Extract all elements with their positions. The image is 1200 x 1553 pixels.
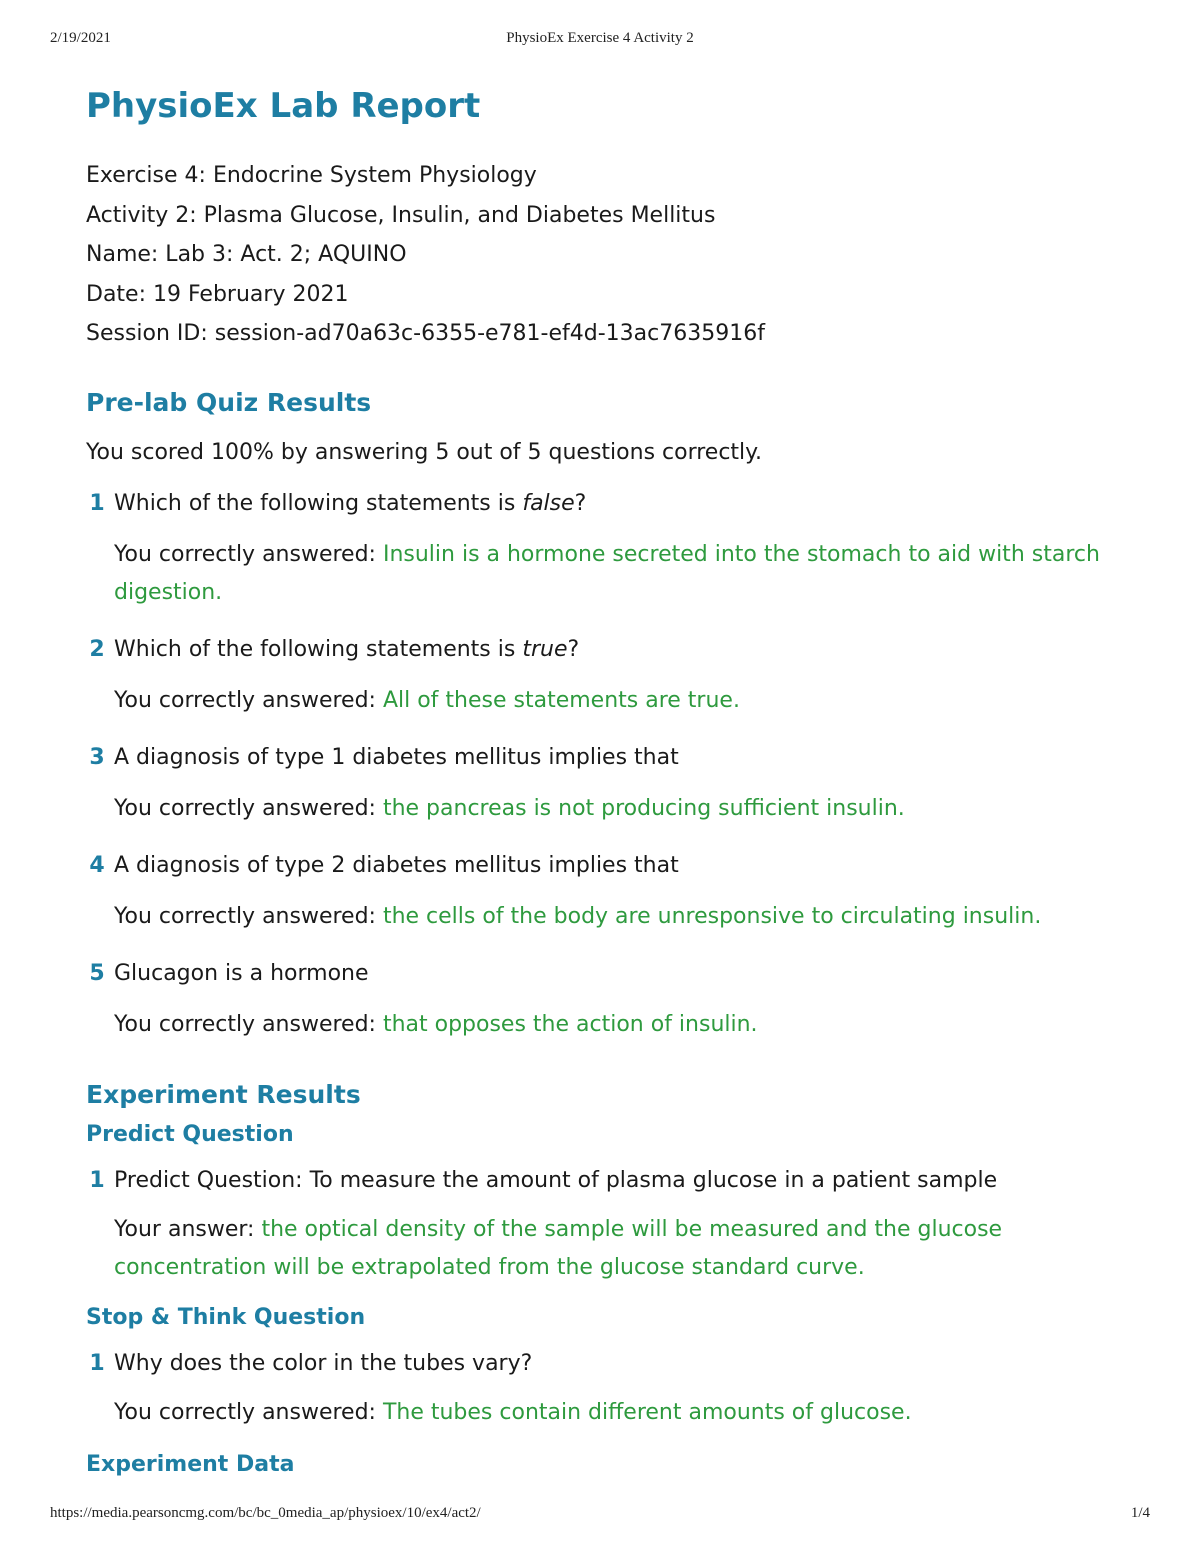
date-line: Date: 19 February 2021 bbox=[86, 281, 349, 307]
print-page-number: 1/4 bbox=[1130, 1505, 1150, 1521]
answer-value: The tubes contain different amounts of glucose. bbox=[382, 1399, 912, 1425]
answer-label: You correctly answered: bbox=[114, 1011, 383, 1037]
exercise-line: Exercise 4: Endocrine System Physiology bbox=[86, 163, 537, 188]
answer-value: the cells of the body are unresponsive to circulating insulin. bbox=[382, 903, 1042, 929]
answer-label: You correctly answered: bbox=[114, 541, 383, 567]
question-text-end: ? bbox=[574, 490, 587, 516]
session-line: Session ID: session-ad70a63c-6355-e781-ef4d-13ac7635916f bbox=[86, 321, 765, 346]
question-text: Which of the following statements is bbox=[114, 636, 523, 662]
prelab-heading: Pre-lab Quiz Results bbox=[86, 387, 372, 417]
quiz-question-item bbox=[86, 632, 1136, 720]
quiz-question-text bbox=[114, 848, 1136, 884]
answer-label: You correctly answered: bbox=[114, 687, 383, 713]
report-title: PhysioEx Lab Report bbox=[86, 86, 481, 126]
quiz-question-item bbox=[86, 486, 1136, 612]
print-footer bbox=[0, 1505, 1200, 1525]
question-text: Which of the following statements is bbox=[114, 490, 523, 516]
name-line: Name: Lab 3: Act. 2; AQUINO bbox=[86, 242, 407, 267]
question-text-end: ? bbox=[567, 636, 580, 662]
experiment-data-heading: Experiment Data bbox=[86, 1451, 295, 1477]
quiz-score: You scored 100% by answering 5 out of 5 questions correctly. bbox=[86, 439, 763, 465]
stop-think-question-text: Why does the color in the tubes vary? bbox=[114, 1350, 533, 1376]
answer-value: that opposes the action of insulin. bbox=[382, 1011, 758, 1037]
quiz-question-text bbox=[114, 486, 1136, 522]
quiz-answer bbox=[114, 1006, 1136, 1044]
answer-label: You correctly answered: bbox=[114, 1399, 383, 1425]
print-url: https://media.pearsoncmg.com/bc/bc_0media_ap/physioex/10/ex4/act2/ bbox=[50, 1505, 481, 1521]
question-number: 5 bbox=[89, 960, 105, 986]
question-number: 3 bbox=[89, 744, 105, 770]
question-text: Glucagon is a hormone bbox=[114, 960, 369, 986]
quiz-question-text bbox=[114, 740, 1136, 776]
question-number: 4 bbox=[89, 852, 105, 878]
activity-line: Activity 2: Plasma Glucose, Insulin, and Diabetes Mellitus bbox=[86, 202, 716, 228]
answer-value: All of these statements are true. bbox=[382, 687, 740, 713]
quiz-answer bbox=[114, 682, 1136, 720]
predict-question-text: Predict Question: To measure the amount of plasma glucose in a patient sample bbox=[114, 1167, 998, 1193]
question-emphasis: false bbox=[522, 490, 575, 516]
answer-value: the pancreas is not producing sufficient insulin. bbox=[382, 795, 905, 821]
prelab-question-list bbox=[86, 486, 1136, 1044]
quiz-answer bbox=[114, 790, 1136, 828]
stop-think-answer bbox=[114, 1394, 1136, 1432]
quiz-answer bbox=[114, 898, 1136, 936]
quiz-answer bbox=[114, 536, 1136, 612]
print-header bbox=[0, 30, 1200, 50]
answer-label: You correctly answered: bbox=[114, 903, 383, 929]
question-number: 1 bbox=[89, 1350, 105, 1376]
question-emphasis: true bbox=[522, 636, 568, 662]
question-number: 1 bbox=[89, 1167, 105, 1193]
quiz-question-item bbox=[86, 740, 1136, 828]
lab-report bbox=[86, 82, 1136, 1482]
quiz-question-item bbox=[86, 848, 1136, 936]
predict-question-item bbox=[86, 1163, 1136, 1287]
experiment-heading: Experiment Results bbox=[86, 1079, 361, 1109]
question-number: 1 bbox=[89, 490, 105, 516]
quiz-question-text bbox=[114, 956, 1136, 992]
predict-heading: Predict Question bbox=[86, 1121, 294, 1147]
question-text: A diagnosis of type 1 diabetes mellitus implies that bbox=[114, 744, 679, 770]
predict-answer bbox=[114, 1211, 1136, 1287]
print-date: 2/19/2021 bbox=[50, 30, 111, 46]
answer-value: the optical density of the sample will be measured and the glucose concentration will be extrapolated from the glucose standard curve. bbox=[114, 1216, 1003, 1280]
answer-label: You correctly answered: bbox=[114, 795, 383, 821]
stop-think-heading: Stop & Think Question bbox=[86, 1304, 366, 1330]
answer-label: Your answer: bbox=[114, 1216, 262, 1242]
stop-think-question-item bbox=[86, 1346, 1136, 1432]
question-text: A diagnosis of type 2 diabetes mellitus implies that bbox=[114, 852, 679, 878]
answer-value: Insulin is a hormone secreted into the stomach to aid with starch digestion. bbox=[114, 541, 1100, 605]
question-number: 2 bbox=[89, 636, 105, 662]
print-title: PhysioEx Exercise 4 Activity 2 bbox=[506, 30, 694, 46]
quiz-question-text bbox=[114, 632, 1136, 668]
quiz-question-item bbox=[86, 956, 1136, 1044]
